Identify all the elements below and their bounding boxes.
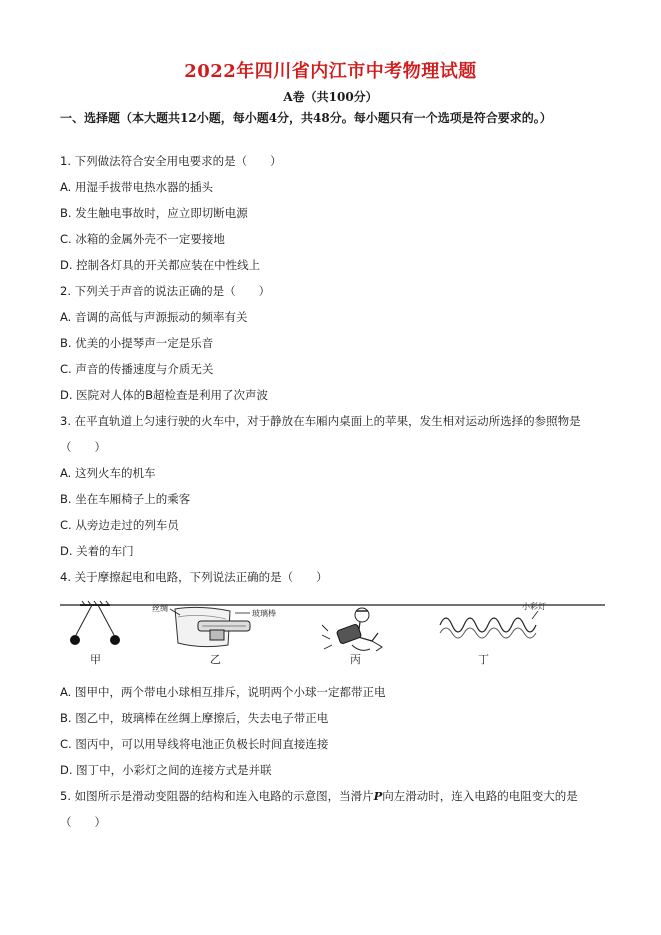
question-4-option-b: B. 图乙中，玻璃棒在丝绸上摩擦后，失去电子带正电	[60, 711, 329, 725]
question-1-option-c: C. 冰箱的金属外壳不一定要接地	[60, 232, 225, 246]
figure-text-glass-rod: 玻璃棒	[252, 609, 276, 618]
figure-label-ding: 丁	[478, 653, 489, 666]
question-3-option-c: C. 从旁边走过的列车员	[60, 518, 179, 532]
figure-yi-silk-glass-rod	[170, 607, 250, 646]
question-3-stem: 3. 在平直轨道上匀速行驶的火车中，对于静放在车厢内桌面上的苹果，发生相对运动所选择的参照物是	[60, 414, 581, 428]
question-3-option-d: D. 关着的车门	[60, 544, 134, 558]
question-2-option-a: A. 音调的高低与声源振动的频率有关	[60, 310, 248, 324]
question-4-option-a: A. 图甲中，两个带电小球相互排斥，说明两个小球一定都带正电	[60, 685, 386, 699]
figure-bing-battery-cartoon	[322, 608, 382, 651]
question-5-slider-p: P	[373, 789, 383, 803]
figure-jia-hanging-balls	[70, 601, 120, 645]
figure-text-small-light: 小彩灯	[522, 602, 546, 611]
figure-label-bing: 丙	[350, 653, 361, 666]
question-5-stem-end: 向左滑动时，连入电路的电阻变大的是	[382, 789, 578, 803]
question-2-option-d: D. 医院对人体的B超检查是利用了次声波	[60, 388, 269, 402]
question-3-option-a: A. 这列火车的机车	[60, 466, 156, 480]
question-5-stem	[60, 788, 578, 804]
figure-label-yi: 乙	[210, 653, 221, 666]
question-5-stem-start: 5. 如图所示是滑动变阻器的结构和连入电路的示意图，当滑片	[60, 789, 374, 803]
question-2-option-b: B. 优美的小提琴声一定是乐音	[60, 336, 214, 350]
figure-ding-small-lights	[440, 611, 538, 638]
section-instructions: 一、选择题（本大题共12小题，每小题4分，共48分。每小题只有一个选项是符合要求的。）	[60, 111, 552, 125]
figure-text-silk: 丝绸	[152, 604, 168, 613]
figure-label-jia: 甲	[90, 653, 101, 666]
question-4-figure	[60, 597, 605, 669]
page-title: 2022年四川省内江市中考物理试题	[184, 61, 477, 82]
question-2-option-c: C. 声音的传播速度与介质无关	[60, 362, 214, 376]
question-1-option-b: B. 发生触电事故时，应立即切断电源	[60, 206, 248, 220]
question-1-option-d: D. 控制各灯具的开关都应装在中性线上	[60, 258, 261, 272]
question-5-stem-blank: （ ）	[60, 815, 106, 829]
question-1-option-a: A. 用湿手拔带电热水器的插头	[60, 180, 213, 194]
question-4-stem: 4. 关于摩擦起电和电路，下列说法正确的是（ ）	[60, 570, 328, 584]
question-3-stem-blank: （ ）	[60, 440, 106, 454]
question-3-option-b: B. 坐在车厢椅子上的乘客	[60, 492, 191, 506]
question-2-stem: 2. 下列关于声音的说法正确的是（ ）	[60, 284, 271, 298]
question-4-figure-drawing	[60, 597, 605, 669]
question-1-stem: 1. 下列做法符合安全用电要求的是（ ）	[60, 154, 282, 168]
question-4-option-c: C. 图丙中，可以用导线将电池正负极长时间直接连接	[60, 737, 329, 751]
paper-section-title: A卷（共100分）	[283, 90, 378, 104]
question-4-option-d: D. 图丁中，小彩灯之间的连接方式是并联	[60, 763, 272, 777]
